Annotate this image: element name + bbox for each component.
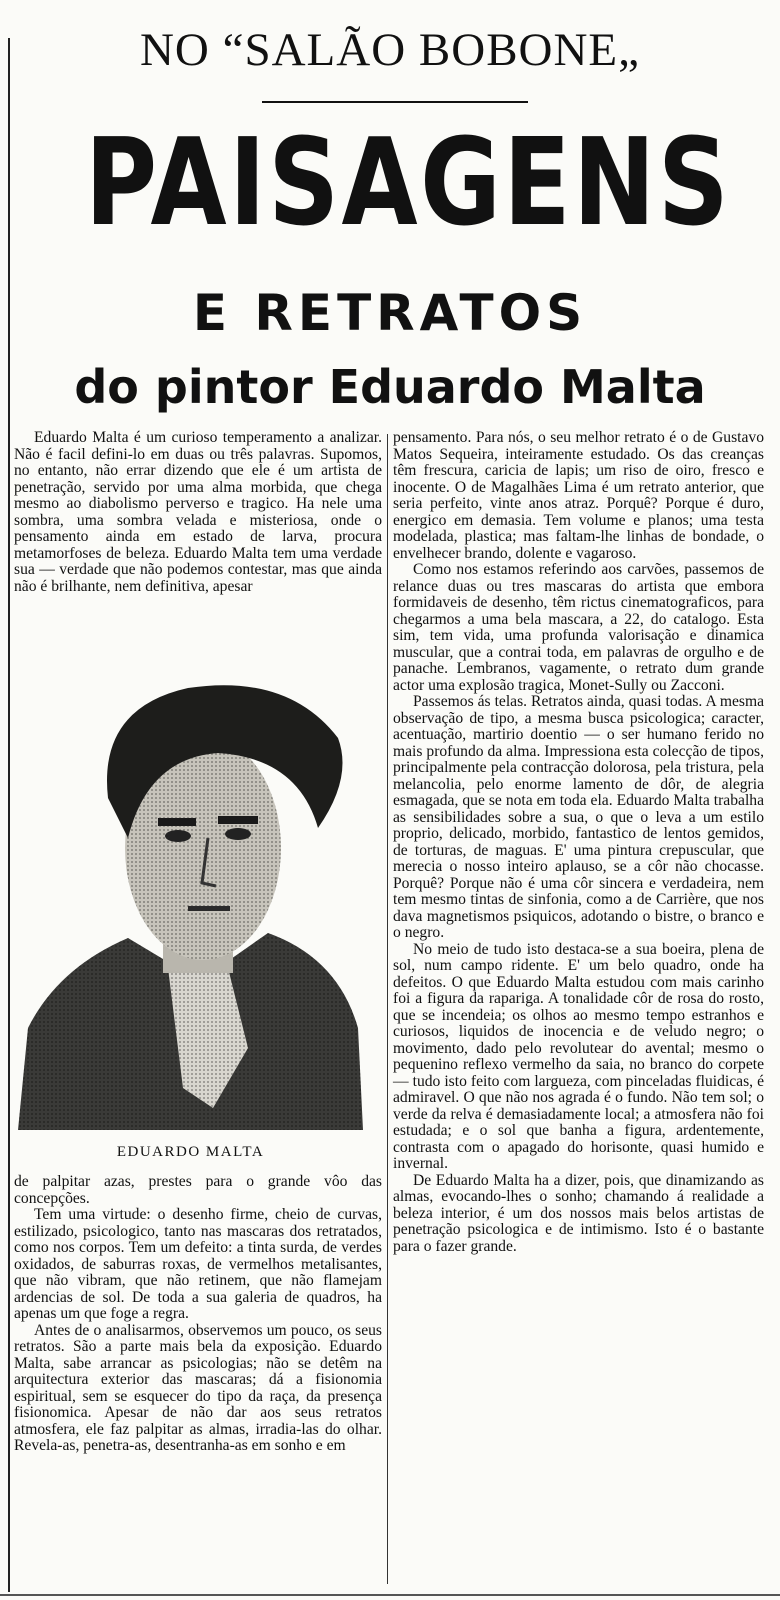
article-paragraph: Passemos ás telas. Retratos ainda, quasi todas. A mesma observação de tipo, a mesma busca psicologica; caracter, acentuação, martirio doentio — o ser humano ferido no mais profundo da alma. Impressiona esta colecção de tipos, principalmente pela contracção dolorosa, pela tristura, pela melancolia, pelo enorme lamento de dôr, de alegria esmagada, que se nota em toda ela. Eduardo Malta trabalha as sensibilidades sobre a sua, o que o leva a um estilo proprio, delicado, morbido, fantastico de lentos gemidos, de torturas, de maguas. E' uma pintura crepuscular, que merecia o nosso inteiro aplauso, se a côr não chocasse. Porquê? Porque não é uma côr sincera e verdadeira, nem tem mesmo tintas de sinfonia, como a de Carrière, que nos dava magnetismos psiquicos, adotando o bistre, o branco e o negro.: [393, 693, 764, 941]
column-divider: [387, 434, 388, 1584]
article-paragraph: pensamento. Para nós, o seu melhor retrato é o de Gustavo Matos Sequeira, inteiramente estudado. Os das creanças têm frescura, caricia de lapis; um riso de oiro, fresco e inocente. O de Magalhães Lima é um retrato anterior, que seria perfeito, vinte anos atraz. Porquê? Porque é duro, energico em demasia. Tem volume e planos; uma testa modelada, plastica; mas faltam-lhe linhas de bondade, o envelhecer brando, dolente e vagaroso.: [393, 429, 764, 562]
subtitle-primary: E RETRATOS: [192, 284, 588, 342]
subtitle-secondary: do pintor Eduardo Malta: [74, 360, 706, 414]
left-column-bottom: [14, 1174, 382, 1455]
article-paragraph: de palpitar azas, prestes para o grande vôo das concepções.: [14, 1173, 382, 1207]
headline: PAISAGENS: [84, 114, 732, 253]
article-paragraph: Tem uma virtude: o desenho firme, cheio de curvas, estilizado, psicologico, tanto nas mascaras dos retratados, como nos corpos. Tem um defeito: a tinta surda, de verdes oxidados, de saburras roxas, de vermelhos metalisantes, que não vibram, que não retinem, que não flamejam ardencias de sol. De toda a sua galeria de quadros, ha apenas um que foge a regra.: [14, 1206, 382, 1322]
title-rule: [262, 101, 528, 103]
article-paragraph: Eduardo Malta é um curioso temperamento a analizar. Não é facil defini-lo em duas ou três palavras. Supomos, no entanto, não errar dizendo que ele é um artista de penetração, servido por uma alma morbida, que chega mesmo ao diabolismo perverso e tragico. Ha nele uma sombra, uma sombra velada e misteriosa, onde o pensamento ainda em estado de larva, procura metamorfoses de beleza. Eduardo Malta tem uma verdade sua — verdade que não podemos contestar, mas que ainda não é brilhante, nem definitiva, apesar: [14, 429, 382, 595]
portrait-photo: [18, 668, 363, 1130]
article-paragraph: No meio de tudo isto destaca-se a sua boeira, plena de sol, num campo ridente. E' um belo quadro, onde ha defeitos. O que Eduardo Malta estudou com mais carinho foi a figura da rapariga. A tonalidade côr de rosa do rosto, que se incendeia; os olhos ao mesmo tempo estranhos e curiosos, liquidos de inocencia e de veludo negro; o movimento, dado pelo revolutear do avental; mesmo o pequenino reflexo vermelho da saia, no branco do corpete — tudo isto feito com largueza, com pinceladas fluidicas, é admiravel. O que não nos agrada é o fundo. Não tem sol; o verde da relva é demasiadamente local; a atmosfera não foi estudada; e o sol que banha a figura, ardentemente, contrasta com o apagado do horisonte, quasi humido e invernal.: [393, 940, 764, 1172]
kicker-title: NO “SALÃO BOBONE„: [139, 24, 640, 76]
bottom-rule: [0, 1594, 780, 1596]
photo-caption: EDUARDO MALTA: [116, 1144, 265, 1160]
article-paragraph: Antes de o analisarmos, observemos um pouco, os seus retratos. São a parte mais bela da exposição. Eduardo Malta, sabe arrancar as psicologias; não se detêm na arquitectura exterior das mascaras; dá a fisionomia espiritual, sem se esquecer do tipo da raça, da presença fisionomica. Apesar de não dar aos seus retratos atmosfera, ele faz palpitar as almas, irradia-las do olhar. Revela-as, penetra-as, desentranha-as em sonho e em: [14, 1321, 382, 1454]
article-paragraph: Como nos estamos referindo aos carvões, passemos de relance duas ou tres mascaras do artista que embora formidaveis de desenho, têm rictus cinematograficos, para chegarmos a uma bela mascara, a 22, do catalogo. Esta sim, tem vida, uma profunda valorisação e dinamica muscular, que a contrai toda, em palavras de orgulho e de panache. Lembranos, vagamente, o retrato dum grande actor uma explosão tragica, Monet-Sully ou Zacconi.: [393, 561, 764, 694]
page-frame-line: [8, 38, 10, 1592]
left-column-top: [14, 430, 382, 595]
article-paragraph: De Eduardo Malta ha a dizer, pois, que dinamizando as almas, evocando-lhes o sonho; chamando á realidade a beleza interior, é um dos nossos mais belos artistas de penetração psicologica e de intimismo. Isto é o bastante para o fazer grande.: [393, 1171, 764, 1255]
portrait-image: [18, 668, 363, 1130]
right-column: [393, 430, 764, 1255]
